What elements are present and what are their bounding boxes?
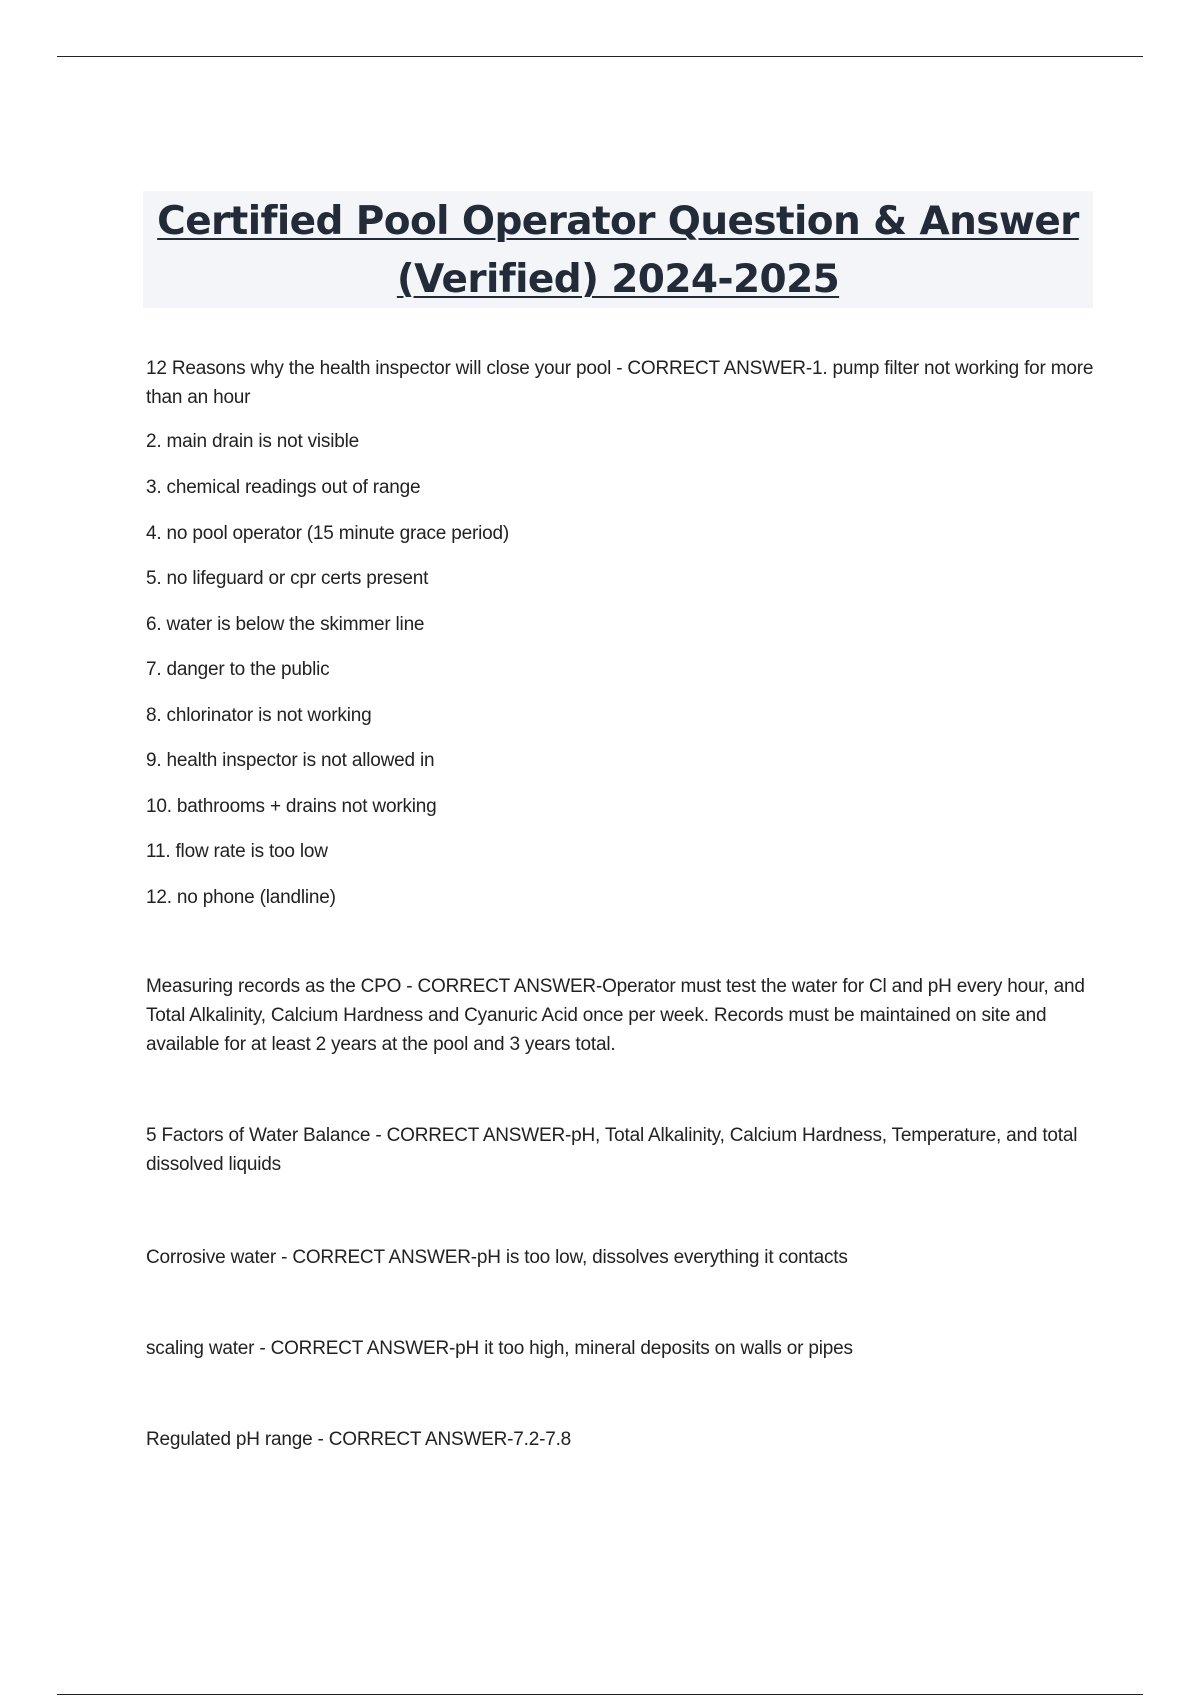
qa-paragraph-6: 6. water is below the skimmer line [146,614,425,635]
qa-paragraph-1: 12 Reasons why the health inspector will close your pool - CORRECT ANSWER-1. pump filter not working for more than an hour [146,358,1094,408]
qa-paragraph-16: scaling water - CORRECT ANSWER-pH it too high, mineral deposits on walls or pipes [146,1338,853,1359]
qa-paragraph-10: 10. bathrooms + drains not working [146,796,437,817]
qa-paragraph-7: 7. danger to the public [146,659,330,680]
qa-paragraph-4: 4. no pool operator (15 minute grace period) [146,523,509,544]
qa-paragraph-13: Measuring records as the CPO - CORRECT ANSWER-Operator must test the water for Cl and pH every hour, and Total Alkalinity, Calcium Hardness and Cyanuric Acid once per week. Records must be maintained on site and available for at least 2 years at the pool and 3 years total. [146,976,1085,1055]
qa-paragraph-15: Corrosive water - CORRECT ANSWER-pH is too low, dissolves everything it contacts [146,1247,848,1268]
qa-paragraph-12: 12. no phone (landline) [146,887,336,908]
qa-paragraph-8: 8. chlorinator is not working [146,705,372,726]
page-title-line-2: (Verified) 2024-2025 [396,257,840,302]
qa-paragraph-17: Regulated pH range - CORRECT ANSWER-7.2-7.8 [146,1429,572,1450]
qa-paragraph-3: 3. chemical readings out of range [146,477,421,498]
qa-paragraph-5: 5. no lifeguard or cpr certs present [146,568,429,589]
qa-paragraph-9: 9. health inspector is not allowed in [146,750,435,771]
top-divider [57,56,1143,57]
qa-paragraph-14: 5 Factors of Water Balance - CORRECT ANSWER-pH, Total Alkalinity, Calcium Hardness, Temperature, and total dissolved liquids [146,1125,1078,1175]
page-title-line-1: Certified Pool Operator Question & Answer [157,199,1079,244]
qa-paragraph-2: 2. main drain is not visible [146,431,360,452]
qa-paragraph-11: 11. flow rate is too low [146,841,328,862]
title-banner [143,191,1093,308]
bottom-divider [57,1694,1143,1695]
